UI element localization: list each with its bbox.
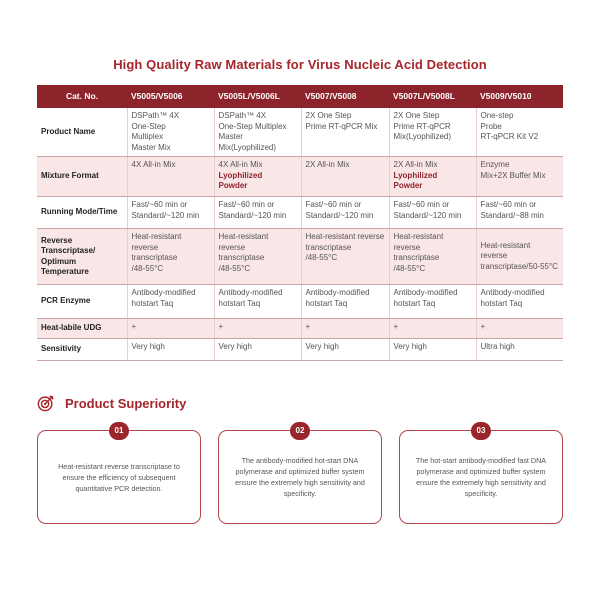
table-cell (127, 197, 214, 229)
column-header: V5007/V5008 (301, 85, 389, 108)
table-cell (301, 229, 389, 285)
table-row (37, 197, 563, 229)
cell-line: hotstart Taq (305, 298, 348, 308)
cell-line: + (480, 322, 486, 331)
column-header: Cat. No. (37, 85, 127, 108)
cell-highlight: Powder (218, 181, 248, 190)
cell-line: transcriptase (305, 242, 352, 252)
cell-line: 2X All-in Mix (393, 160, 438, 169)
cell-line: Mix(Lyophilized) (393, 132, 451, 141)
superiority-header (37, 394, 186, 412)
cell-line: Very high (131, 342, 165, 351)
table-cell (389, 285, 476, 319)
cell-line: Standard/~120 min (393, 210, 462, 220)
cell-line: Mix(Lyophilized) (218, 142, 276, 152)
cell-line: Fast/~60 min or (131, 200, 188, 209)
table-row (37, 157, 563, 197)
cell-line: + (305, 322, 311, 331)
table-cell (476, 339, 563, 361)
cell-line: hotstart Taq (131, 298, 174, 308)
row-header: Sensitivity (37, 339, 127, 361)
page-title: High Quality Raw Materials for Virus Nucleic Acid Detection (113, 57, 487, 72)
table-cell (214, 285, 301, 319)
column-header: V5005L/V5006L (214, 85, 301, 108)
cell-line: Heat-resistant reverse (218, 232, 269, 252)
card-text: Heat-resistant reverse transcriptase to ensure the efficiency of subsequent quantitative PCR detection. (58, 461, 180, 493)
cell-line: Antibody-modified (218, 288, 283, 297)
cell-line: 4X All-in Mix (131, 160, 176, 169)
table-cell (301, 319, 389, 339)
row-header: Reverse Transcriptase/ Optimum Temperature (37, 229, 127, 285)
cell-line: Prime RT-qPCR (393, 121, 451, 131)
cell-line: RT-qPCR Kit V2 (480, 132, 539, 141)
table-cell (214, 319, 301, 339)
cell-line: transcriptase (131, 253, 178, 262)
table-row (37, 108, 563, 157)
table-cell (476, 319, 563, 339)
cell-line: /48-55°C (131, 263, 164, 273)
cell-line: 2X One Step (305, 111, 352, 120)
cell-line: + (131, 322, 137, 331)
cell-line: DSPath™ 4X (218, 111, 267, 120)
cell-line: Fast/~60 min or (393, 200, 450, 209)
target-icon (37, 394, 55, 412)
cell-line: Mix+2X Buffer Mix (480, 170, 546, 180)
cell-line: Fast/~60 min or (480, 200, 537, 209)
card-number-badge: 03 (471, 422, 491, 440)
row-header: Product Name (37, 108, 127, 157)
cell-line: Very high (218, 342, 252, 351)
cell-line: Heat-resistant reverse (131, 232, 182, 252)
table-cell (389, 319, 476, 339)
table-header-row (37, 85, 563, 108)
cell-line: Master (218, 132, 243, 141)
cell-line: Fast/~60 min or (218, 200, 275, 209)
column-header: V5005/V5006 (127, 85, 214, 108)
cell-line: One-Step (131, 121, 166, 131)
table-cell (389, 157, 476, 197)
cell-line: Ultra high (480, 342, 515, 351)
spec-table (37, 85, 563, 361)
cell-line: transcriptase/50-55°C (480, 261, 558, 271)
table-cell (127, 108, 214, 157)
cell-line: transcriptase (218, 253, 265, 262)
table-cell (127, 157, 214, 197)
cell-line: hotstart Taq (218, 298, 261, 308)
cell-line: Enzyme (480, 160, 510, 169)
card-text: The hot-start antibody-modified fast DNA polymerase and optimized buffer system ensure the extremely high sensitivity and specificity. (415, 456, 547, 498)
table-cell (214, 339, 301, 361)
cell-line: Multiplex (131, 132, 164, 141)
cell-line: 4X All-in Mix (218, 160, 263, 169)
cell-line: One-Step Multiplex (218, 121, 287, 131)
cell-highlight: Powder (393, 181, 423, 190)
cell-line: transcriptase (393, 253, 440, 262)
cell-line: Antibody-modified (305, 288, 370, 297)
table-cell (127, 229, 214, 285)
table-cell (389, 108, 476, 157)
cell-line: Very high (305, 342, 339, 351)
cell-line: Master Mix (131, 142, 171, 152)
cell-line: /48-55°C (218, 263, 251, 273)
cell-line: Probe (480, 121, 502, 131)
cell-line: Standard/~120 min (131, 210, 200, 220)
card-text: The antibody-modified hot-start DNA polymerase and optimized buffer system ensure the extremely high sensitivity and specificity. (235, 456, 365, 498)
cell-line: hotstart Taq (480, 298, 523, 308)
table-cell (476, 197, 563, 229)
table-cell (476, 108, 563, 157)
superiority-title: Product Superiority (65, 395, 187, 411)
table-cell (389, 197, 476, 229)
table-cell (476, 285, 563, 319)
cell-line: Antibody-modified (131, 288, 196, 297)
cell-line: Very high (393, 342, 427, 351)
row-header: Mixture Format (37, 157, 127, 197)
superiority-card (218, 426, 382, 524)
table-row (37, 339, 563, 361)
cell-line: Heat-resistant reverse (305, 232, 385, 241)
cell-line: 2X One Step (393, 111, 440, 120)
table-cell (214, 157, 301, 197)
column-header: V5009/V5010 (476, 85, 563, 108)
table-cell (389, 229, 476, 285)
cell-line: Standard/~120 min (305, 210, 374, 220)
table-cell (301, 285, 389, 319)
cell-line: Standard/~120 min (218, 210, 287, 220)
cell-highlight: Lyophilized (393, 170, 438, 180)
table-cell (214, 108, 301, 157)
cell-line: /48-55°C (393, 263, 426, 273)
table-cell (214, 229, 301, 285)
cell-line: DSPath™ 4X (131, 111, 180, 120)
table-cell (127, 339, 214, 361)
cell-line: Prime RT-qPCR Mix (305, 121, 378, 131)
card-number-badge: 02 (290, 422, 310, 440)
cell-line: hotstart Taq (393, 298, 436, 308)
cell-highlight: Lyophilized (218, 170, 263, 180)
table-cell (214, 197, 301, 229)
row-header: Heat-labile UDG (37, 319, 127, 339)
table-cell (127, 319, 214, 339)
superiority-card (399, 426, 563, 524)
table-row (37, 229, 563, 285)
cell-line: Heat-resistant reverse (480, 240, 531, 261)
cell-line: 2X All-in Mix (305, 160, 350, 169)
table-row (37, 319, 563, 339)
table-row (37, 285, 563, 319)
card-number-badge: 01 (109, 422, 129, 440)
cell-line: Standard/~88 min (480, 210, 544, 220)
row-header: Running Mode/Time (37, 197, 127, 229)
table-cell (476, 157, 563, 197)
cell-line: Fast/~60 min or (305, 200, 362, 209)
cell-line: One-step (480, 111, 514, 120)
table-cell (301, 157, 389, 197)
cell-line: /48-55°C (305, 253, 338, 262)
cell-line: + (393, 322, 399, 331)
table-cell (301, 197, 389, 229)
table-cell (389, 339, 476, 361)
superiority-card (37, 426, 201, 524)
row-header: PCR Enzyme (37, 285, 127, 319)
column-header: V5007L/V5008L (389, 85, 476, 108)
table-cell (301, 108, 389, 157)
cell-line: Antibody-modified (393, 288, 458, 297)
table-cell (301, 339, 389, 361)
cell-line: + (218, 322, 224, 331)
cell-line: Antibody-modified (480, 288, 545, 297)
table-cell (476, 229, 563, 285)
cell-line: Heat-resistant reverse (393, 232, 444, 252)
table-cell (127, 285, 214, 319)
